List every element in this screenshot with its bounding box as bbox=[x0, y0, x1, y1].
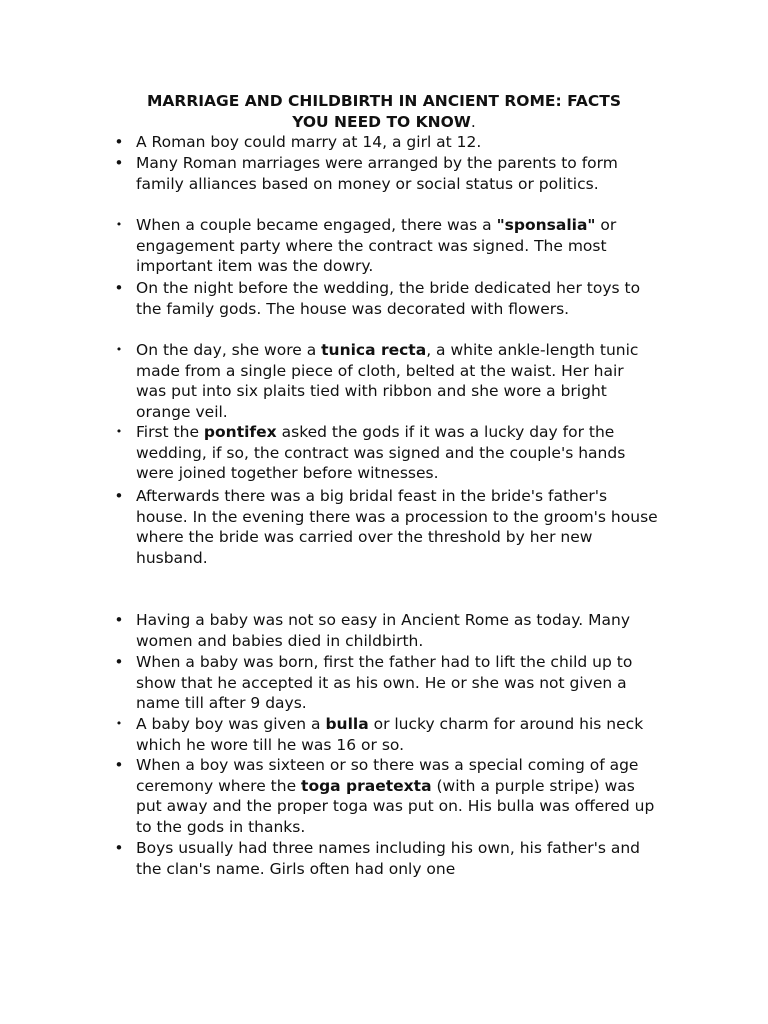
title-line-1: MARRIAGE AND CHILDBIRTH IN ANCIENT ROME: FACTS bbox=[146, 92, 622, 110]
fact-text: Many Roman marriages were arranged by the parents to form family alliances based on money or social status or politics. bbox=[136, 154, 618, 193]
fact-text-post: asked the gods if it was a lucky day for the wedding, if so, the contract was signed and the couple's hands were joined together before witnesses. bbox=[136, 423, 626, 482]
list-item bbox=[114, 610, 658, 651]
fact-text-post: , a white ankle-length tunic made from a single piece of cloth, belted at the waist. Her hair was put into six plaits tied with ribbon and she wore a bright orange veil. bbox=[136, 341, 639, 421]
fact-text: A Roman boy could marry at 14, a girl at 12. bbox=[136, 133, 482, 151]
bullet-icon: • bbox=[114, 653, 124, 671]
bullet-icon: • bbox=[114, 611, 124, 629]
list-item bbox=[115, 340, 658, 422]
fact-text: Afterwards there was a big bridal feast in the bride's father's house. In the evening there was a procession to the groom's house where the bride was carried over the threshold by her new husband. bbox=[136, 487, 658, 567]
title-line-2: YOU NEED TO KNOW bbox=[292, 112, 471, 131]
list-item bbox=[114, 278, 658, 319]
list-item bbox=[115, 422, 658, 484]
term-sponsalia: "sponsalia" bbox=[496, 216, 596, 234]
bullet-icon: • bbox=[115, 343, 123, 356]
fact-text: Boys usually had three names including his own, his father's and the clan's name. Girls often had only one bbox=[136, 839, 641, 878]
fact-text-post: (with a purple stripe) was put away and the proper toga was put on. His bulla was offered up to the gods in thanks. bbox=[136, 776, 655, 836]
document-title bbox=[100, 91, 668, 132]
list-item bbox=[114, 153, 658, 194]
term-toga-praetexta: toga praetexta bbox=[301, 776, 432, 795]
term-bulla: bulla bbox=[325, 715, 369, 733]
bullet-icon: • bbox=[115, 218, 123, 231]
list-item bbox=[114, 838, 658, 879]
title-period: . bbox=[470, 112, 476, 131]
list-item bbox=[115, 215, 658, 277]
fact-text-post: or engagement party where the contract was signed. The most important item was the dowry. bbox=[136, 216, 617, 275]
fact-text-pre: When a couple became engaged, there was a bbox=[136, 216, 497, 234]
fact-text-post: or lucky charm for around his neck which he wore till he was 16 or so. bbox=[136, 715, 644, 754]
list-item bbox=[114, 486, 658, 568]
fact-text: When a baby was born, first the father had to lift the child up to show that he accepted it as his own. He or she was not given a name till after 9 days. bbox=[136, 653, 633, 712]
bullet-icon: • bbox=[114, 756, 124, 774]
fact-text-pre: A baby boy was given a bbox=[136, 715, 326, 733]
list-item bbox=[114, 132, 658, 153]
fact-text: Having a baby was not so easy in Ancient Rome as today. Many women and babies died in childbirth. bbox=[136, 611, 630, 650]
list-item bbox=[115, 714, 658, 755]
bullet-icon: • bbox=[115, 717, 123, 730]
bullet-icon: • bbox=[115, 425, 123, 438]
bullet-icon: • bbox=[114, 279, 124, 297]
fact-text-pre: When a boy was sixteen or so there was a special coming of age ceremony where the bbox=[136, 756, 639, 795]
fact-text: On the night before the wedding, the bride dedicated her toys to the family gods. The house was decorated with flowers. bbox=[136, 279, 641, 318]
bullet-icon: • bbox=[114, 839, 124, 857]
list-item bbox=[114, 652, 658, 714]
fact-text-pre: On the day, she wore a bbox=[136, 341, 322, 359]
list-item bbox=[114, 755, 658, 837]
fact-text-pre: First the bbox=[136, 423, 204, 441]
bullet-icon: • bbox=[114, 133, 124, 151]
bullet-icon: • bbox=[114, 154, 124, 172]
bullet-icon: • bbox=[114, 487, 124, 505]
term-tunica-recta: tunica recta bbox=[321, 341, 427, 359]
term-pontifex: pontifex bbox=[203, 423, 277, 441]
